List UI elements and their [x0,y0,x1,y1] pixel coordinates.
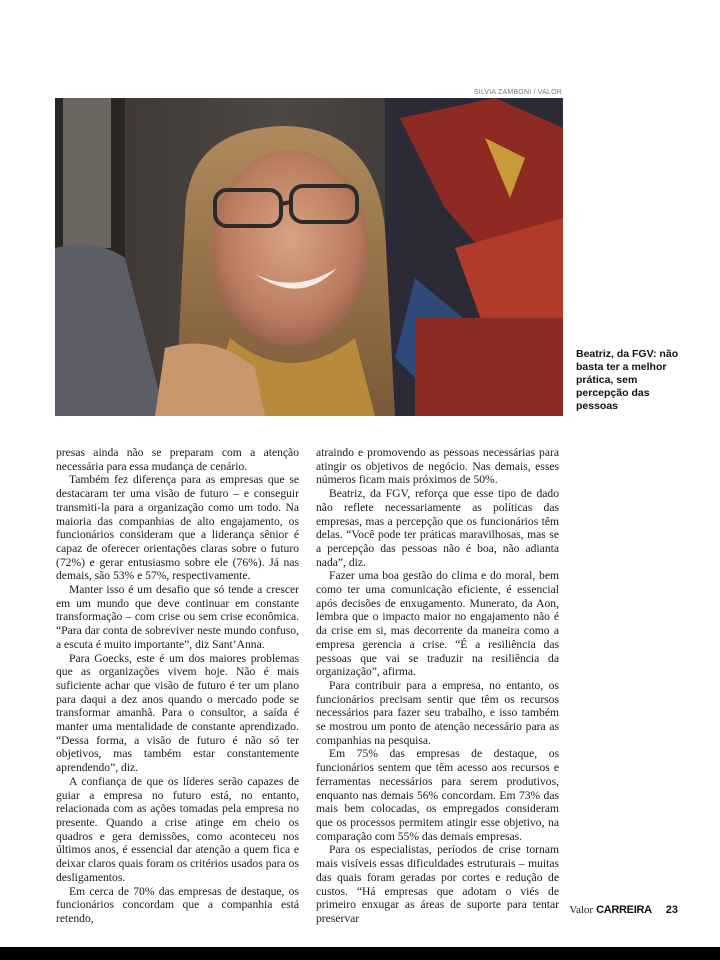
paragraph: Também fez diferença para as empresas que se destacaram ter uma visão de futuro – e conseguir transmiti-la para a organização como um todo. Na maioria das companhias de alto engajamento, os funcionários consideram que a liderança sênior é capaz de oferecer orientações claras sobre o futuro (72%) e gerar entusiasmo sobre ele (76%). Já nas demais, são 53% e 57%, respectivamente. [56,473,299,583]
publication-brand: Valor [569,904,594,916]
paragraph: A confiança de que os líderes serão capazes de guiar a empresa no futuro está, no entanto, relacionada com as ações tomadas pela empresa no presente. Quando a crise atinge em cheio os quadros e gera demissões, como aconteceu nos últimos anos, é essencial dar atenção a quem fica e deixar claros quais foram os critérios usados para os desligamentos. [56,774,299,884]
paragraph: Manter isso é um desafio que só tende a crescer em um mundo que deve continuar em constante transformação – com crise ou sem crise econômica. “Para dar conta de sobreviver neste mundo confuso, a escuta é muito importante”, diz Sant’Anna. [56,583,299,651]
paragraph: Para os especialistas, períodos de crise tornam mais visíveis essas dificuldades estruturais – muitas das quais foram geradas por cortes e redução de custos. “Há empresas que adotam o viés de primeiro enxugar as áreas de suporte para tentar preservar [316,843,559,925]
paragraph: Para contribuir para a empresa, no entanto, os funcionários precisam sentir que têm os recursos necessários para fazer seu trabalho, e isso também se mostrou um ponto de atenção necessário para as companhias na pesquisa. [316,678,559,747]
photo-caption: Beatriz, da FGV: não basta ter a melhor prática, sem percepção das pessoas [576,348,679,412]
portrait-photo [55,98,563,416]
bottom-bar [0,947,720,960]
paragraph: Em 75% das empresas de destaque, os funcionários sentem que têm acesso aos recursos e ferramentas necessários para serem produtivos, enquanto nas demais 56% concordam. Em 73% das mais bem colocadas, os empregados consideram que os processos permitem atingir esse objetivo, na comparação com 55% das demais empresas. [316,747,559,843]
page-footer [569,904,678,916]
paragraph: Beatriz, da FGV, reforça que esse tipo de dado não reflete necessariamente as políticas das empresas, mas a percepção que os funcionários têm delas. “Você pode ter práticas maravilhosas, mas se a percepção das pessoas não é boa, não adianta nada”, diz. [316,487,559,569]
paragraph: presas ainda não se preparam com a atenção necessária para essa mudança de cenário. [56,446,299,473]
paragraph: atraindo e promovendo as pessoas necessárias para atingir os objetivos de negócio. Nas demais, esses números ficam mais próximos de 50%. [316,446,559,487]
article-column-1 [56,446,299,926]
article-column-2 [316,446,559,926]
section-name: CARREIRA [596,904,652,916]
paragraph: Para Goecks, este é um dos maiores problemas que as organizações vivem hoje. Não é mais suficiente achar que visão de futuro é ter um plano para daqui a dez anos quando o mercado pode se transformar amanhã. Para o consultor, a saída é manter uma mentalidade de constante aprendizado. “Dessa forma, a visão de futuro é não só ter objetivos, mas também estar constantemente aprendendo”, diz. [56,651,299,775]
photo-credit: SILVIA ZAMBONI / VALOR [473,89,562,96]
paragraph: Em cerca de 70% das empresas de destaque, os funcionários concordam que a companhia está retendo, [56,884,299,925]
paragraph: Fazer uma boa gestão do clima e do moral, bem como ter uma comunicação eficiente, é essencial após decisões de enxugamento. Munerato, da Aon, lembra que o impacto maior no engajamento não é da crise em si, mas decorrente da maneira como a empresa gerencia a crise. “É a resiliência das pessoas que vai se traduzir na resiliência da organização”, afirma. [316,569,559,679]
page-number: 23 [665,904,678,916]
